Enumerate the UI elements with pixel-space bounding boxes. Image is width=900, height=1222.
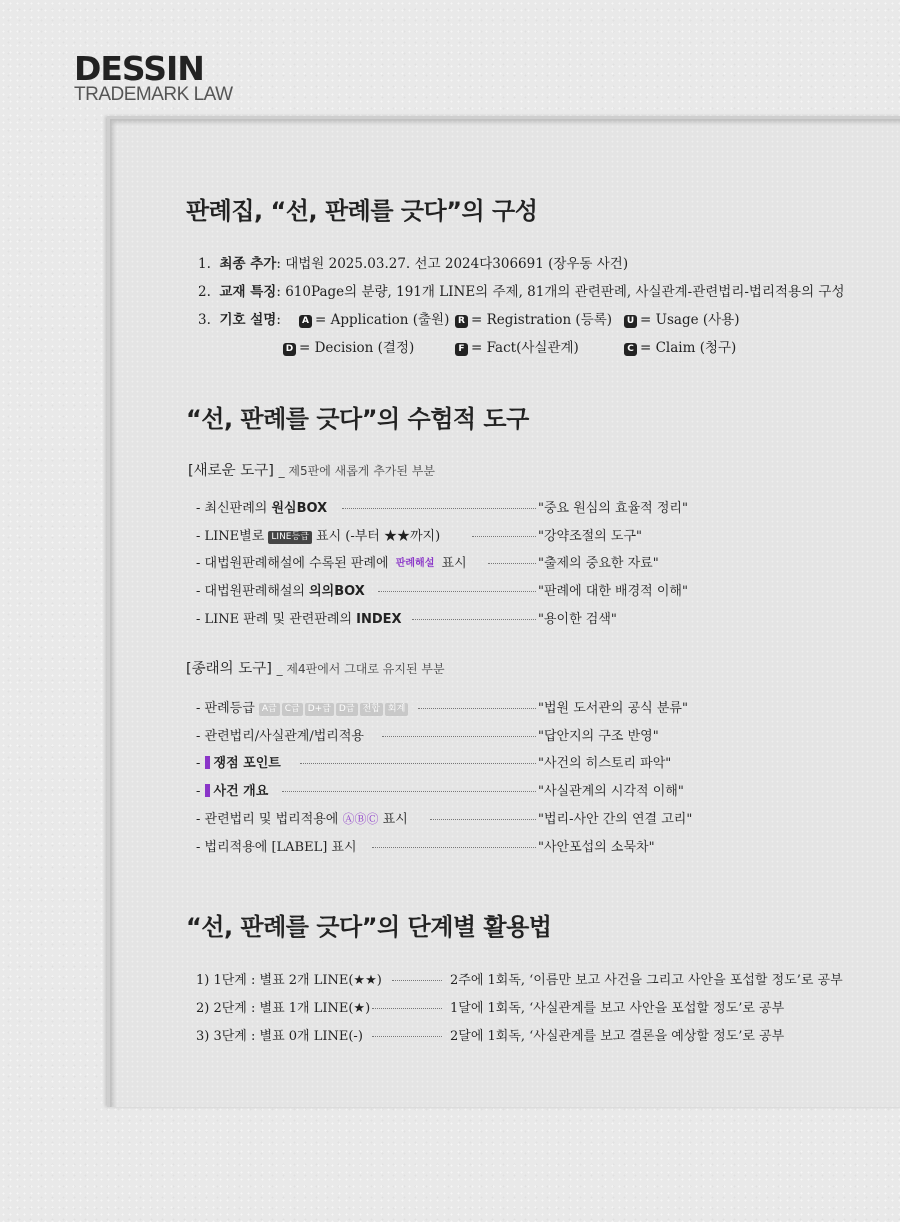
tool-quote: "강약조절의 도구" [538, 529, 642, 544]
item-prefix: - 관련법리 및 법리적용에 [196, 812, 343, 827]
old-tool-item [196, 780, 268, 799]
registration-icon: R [455, 315, 468, 328]
item-number: 2. [198, 284, 211, 300]
item-prefix: - [196, 784, 205, 799]
tool-quote: "판례에 대한 배경적 이해" [538, 584, 688, 599]
composition-item-symbols: 3. 기호 설명: [198, 312, 281, 328]
stage-item: 2) 2단계 : 별표 1개 LINE(★) [196, 1001, 371, 1016]
grade-tag: 회계 [385, 703, 408, 716]
claim-icon: C [624, 343, 637, 356]
item-number: 1. [198, 256, 211, 272]
item-suffix: 표시 (-부터 ★★까지) [311, 529, 441, 544]
item-prefix: - LINE별로 [196, 529, 269, 544]
application-icon: A [299, 315, 312, 328]
old-tool-item [196, 808, 408, 827]
brand-subtitle: TRADEMARK LAW [74, 84, 233, 105]
grade-tag: C급 [282, 703, 303, 716]
item-suffix: 표시 [378, 812, 408, 827]
leader-dots [382, 736, 536, 737]
item-prefix: - LINE 판례 및 관련판례의 [196, 612, 357, 627]
old-tools-note: _ 제4판에서 그대로 유지된 부분 [276, 662, 445, 676]
item-number: 3. [198, 312, 211, 328]
fact-icon: F [455, 343, 468, 356]
new-tool-item [196, 497, 327, 516]
brand-logo [74, 49, 233, 105]
decision-icon: D [283, 343, 296, 356]
stage-item: 3) 3단계 : 별표 0개 LINE(-) [196, 1029, 363, 1044]
tool-quote: "용이한 검색" [538, 612, 617, 627]
composition-item-latest [198, 252, 628, 272]
tool-quote: "법리-사안 간의 연결 고리" [538, 812, 693, 827]
item-prefix: - 법리적용에 [LABEL] 표시 [196, 840, 357, 855]
symbol-text: = Fact(사실관계) [471, 340, 579, 356]
leader-dots [472, 536, 536, 537]
symbol-text: = Application (출원) [315, 312, 450, 328]
new-tools-heading [188, 459, 435, 480]
new-tool-item [196, 580, 365, 599]
tool-quote: "사실관계의 시각적 이해" [538, 784, 684, 799]
old-tool-item [196, 697, 410, 716]
item-label: 교재 특징 [219, 284, 277, 300]
symbol-decision [283, 336, 414, 356]
tool-quote: "사안포섭의 소묵차" [538, 840, 655, 855]
item-bold: 원심BOX [271, 501, 328, 516]
commentary-tag: 판례해설 [395, 558, 435, 569]
point-marker-icon [205, 756, 210, 769]
leader-dots [372, 1036, 442, 1037]
tool-quote: "출제의 중요한 자료" [538, 556, 659, 571]
leader-dots [372, 1008, 442, 1009]
stage-item: 1) 1단계 : 별표 2개 LINE(★★) [196, 973, 382, 988]
leader-dots [378, 591, 536, 592]
old-tool-item [196, 836, 357, 855]
leader-dots [488, 563, 536, 564]
tool-quote: "답안지의 구조 반영" [538, 729, 659, 744]
section-title-stages: “선, 판례를 긋다”의 단계별 활용법 [186, 913, 552, 941]
symbol-text: = Decision (결정) [299, 340, 415, 356]
stage-description: 2주에 1회독, ‘이름만 보고 사건을 그리고 사안을 포섭할 정도’로 공부 [450, 973, 843, 988]
document-page [107, 116, 900, 1107]
grade-tag: A급 [259, 703, 280, 716]
item-prefix: - 최신판례의 [196, 501, 272, 516]
symbol-claim [624, 336, 736, 356]
symbol-usage [624, 308, 740, 328]
symbol-text: = Registration (등록) [471, 312, 613, 328]
item-bold: 의의BOX [309, 584, 365, 599]
stage-description: 1달에 1회독, ‘사실관계를 보고 사안을 포섭할 정도’로 공부 [450, 1001, 785, 1016]
item-prefix: - 대법원판례해설에 수록된 판례에 [196, 556, 393, 571]
item-bold: 사건 개요 [213, 784, 269, 799]
symbol-fact [455, 336, 579, 356]
grade-tag: D+급 [305, 703, 334, 716]
overview-marker-icon [205, 784, 210, 797]
section-title-tools: “선, 판례를 긋다”의 수험적 도구 [186, 405, 529, 433]
brand-name: DESSIN [74, 49, 204, 88]
new-tool-item [196, 608, 402, 627]
grade-tag: D급 [336, 703, 358, 716]
item-label: 최종 추가 [219, 256, 277, 272]
new-tool-item [196, 525, 440, 544]
leader-dots [282, 791, 536, 792]
tool-quote: "중요 원심의 효율적 정리" [538, 501, 688, 516]
old-tools-heading [186, 657, 445, 678]
symbol-registration [455, 308, 612, 328]
leader-dots [300, 763, 536, 764]
item-prefix: - [196, 756, 205, 771]
item-prefix: - 대법원판례해설의 [196, 584, 310, 599]
item-prefix: - 관련법리/사실관계/법리적용 [196, 729, 364, 744]
old-tool-item [196, 725, 364, 744]
symbol-text: = Usage (사용) [640, 312, 740, 328]
stage-description: 2달에 1회독, ‘사실관계를 보고 결론을 예상할 정도’로 공부 [450, 1029, 785, 1044]
new-tools-note: _ 제5판에 새롭게 추가된 부분 [278, 464, 435, 478]
leader-dots [342, 508, 536, 509]
leader-dots [418, 708, 536, 709]
leader-dots [392, 980, 442, 981]
grade-tag: 전합 [360, 703, 383, 716]
leader-dots [430, 819, 536, 820]
item-label: 기호 설명 [219, 312, 277, 328]
item-suffix: 표시 [437, 556, 467, 571]
new-tools-label: [새로운 도구] [188, 463, 274, 479]
item-bold: 쟁점 포인트 [213, 756, 281, 771]
usage-icon: U [624, 315, 637, 328]
line-grade-tag: LINE등급 [268, 531, 311, 544]
item-text: : 610Page의 분량, 191개 LINE의 주제, 81개의 관련판례, 사실관계-관련법리-법리적용의 구성 [276, 284, 845, 300]
leader-dots [372, 847, 536, 848]
symbol-application [299, 308, 449, 328]
new-tool-item [196, 552, 467, 571]
old-tools-label: [종래의 도구] [186, 661, 272, 677]
item-bold: INDEX [356, 612, 402, 627]
old-tool-item [196, 752, 281, 771]
section-title-composition: 판례집, “선, 판례를 긋다”의 구성 [186, 197, 538, 225]
tool-quote: "사건의 히스토리 파악" [538, 756, 672, 771]
item-prefix: - 판례등급 [196, 701, 259, 716]
symbol-text: = Claim (청구) [640, 340, 737, 356]
leader-dots [412, 619, 536, 620]
composition-item-features [198, 280, 845, 300]
tool-quote: "법원 도서관의 공식 분류" [538, 701, 688, 716]
abc-circle-icon: ⒶⒷⒸ [342, 812, 379, 826]
item-text: : 대법원 2025.03.27. 선고 2024다306691 (장우동 사건) [276, 256, 629, 272]
